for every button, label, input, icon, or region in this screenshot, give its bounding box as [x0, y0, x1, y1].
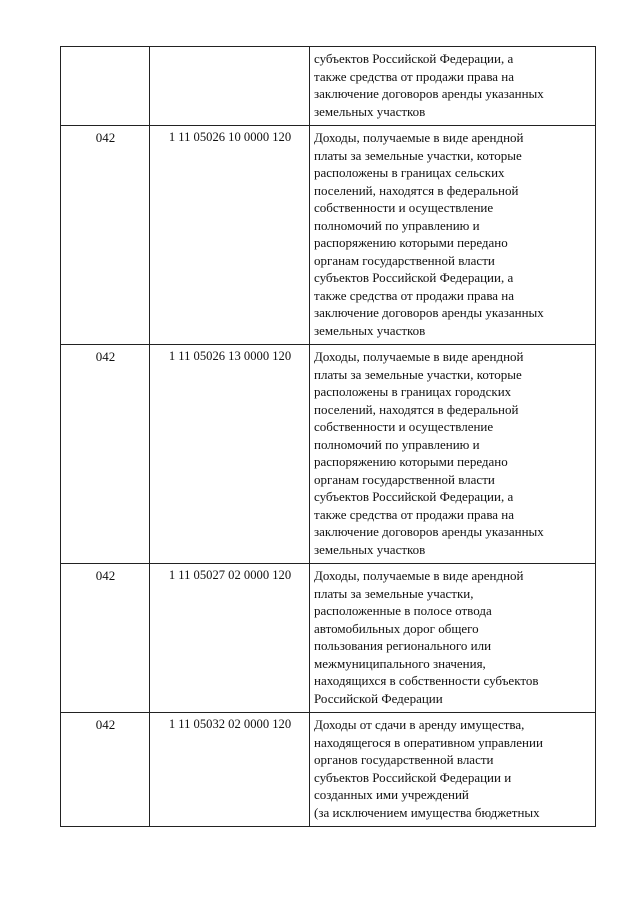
- description-line: также средства от продажи права на: [314, 68, 515, 84]
- description-line: заключение договоров аренды указанных: [314, 86, 544, 101]
- description-line: Доходы, получаемые в виде арендной: [314, 568, 524, 583]
- description-line: распоряжению которыми передано: [314, 235, 508, 250]
- budget-code-cell: 1 11 05026 13 0000 120: [150, 345, 310, 564]
- budget-code-cell: [150, 47, 310, 126]
- admin-code-cell: 042: [61, 564, 150, 713]
- description-cell: [310, 713, 596, 827]
- description-line: находящихся в собственности субъектов: [314, 673, 539, 688]
- budget-code-cell: 1 11 05032 02 0000 120: [150, 713, 310, 827]
- table-row: [61, 345, 596, 564]
- description-line: субъектов Российской Федерации, а: [314, 489, 514, 504]
- description-cell: [310, 47, 596, 126]
- description-line: собственности и осуществление: [314, 200, 494, 215]
- admin-code-cell: 042: [61, 713, 150, 827]
- table-row: [61, 564, 596, 713]
- description-line: земельных участков: [314, 103, 426, 119]
- description-line: также средства от продажи права на: [314, 287, 515, 303]
- table-row: [61, 126, 596, 345]
- description-line: расположены в границах городских: [314, 384, 512, 399]
- description-line: расположены в границах сельских: [314, 165, 505, 180]
- description-line: Российской Федерации: [314, 690, 443, 706]
- description-line: платы за земельные участки, которые: [314, 366, 522, 382]
- description-line: органам государственной власти: [314, 471, 495, 487]
- description-line: Доходы, получаемые в виде арендной: [314, 349, 524, 364]
- description-line: полномочий по управлению и: [314, 436, 480, 452]
- description-line: субъектов Российской Федерации, а: [314, 270, 514, 285]
- description-line: органам государственной власти: [314, 252, 495, 268]
- admin-code-cell: 042: [61, 345, 150, 564]
- budget-code-cell: 1 11 05027 02 0000 120: [150, 564, 310, 713]
- description-line: распоряжению которыми передано: [314, 454, 508, 469]
- description-line: поселений, находятся в федеральной: [314, 182, 519, 198]
- description-line: собственности и осуществление: [314, 419, 494, 434]
- description-line: автомобильных дорог общего: [314, 620, 479, 636]
- description-cell: [310, 564, 596, 713]
- description-line: субъектов Российской Федерации, а: [314, 51, 514, 66]
- description-line: пользования регионального или: [314, 638, 492, 653]
- description-cell: [310, 345, 596, 564]
- description-line: заключение договоров аренды указанных: [314, 524, 544, 539]
- description-line: платы за земельные участки,: [314, 585, 474, 601]
- table-row: [61, 713, 596, 827]
- description-line: (за исключением имущества бюджетных: [314, 804, 540, 820]
- revenue-codes-table: [60, 46, 596, 827]
- admin-code-cell: 042: [61, 126, 150, 345]
- table-row: [61, 47, 596, 126]
- description-line: созданных ими учреждений: [314, 787, 469, 802]
- description-line: земельных участков: [314, 541, 426, 557]
- description-line: расположенные в полосе отвода: [314, 603, 492, 618]
- budget-code-cell: 1 11 05026 10 0000 120: [150, 126, 310, 345]
- description-line: полномочий по управлению и: [314, 217, 480, 233]
- admin-code-cell: [61, 47, 150, 126]
- description-cell: [310, 126, 596, 345]
- description-line: платы за земельные участки, которые: [314, 147, 522, 163]
- description-line: субъектов Российской Федерации и: [314, 769, 512, 785]
- description-line: поселений, находятся в федеральной: [314, 401, 519, 417]
- table-body: [61, 47, 596, 827]
- description-line: находящегося в оперативном управлении: [314, 734, 543, 750]
- description-line: межмуниципального значения,: [314, 655, 486, 671]
- description-line: органов государственной власти: [314, 752, 494, 767]
- description-line: земельных участков: [314, 322, 426, 338]
- description-line: также средства от продажи права на: [314, 506, 515, 522]
- description-line: Доходы, получаемые в виде арендной: [314, 130, 524, 145]
- description-line: заключение договоров аренды указанных: [314, 305, 544, 320]
- description-line: Доходы от сдачи в аренду имущества,: [314, 717, 525, 732]
